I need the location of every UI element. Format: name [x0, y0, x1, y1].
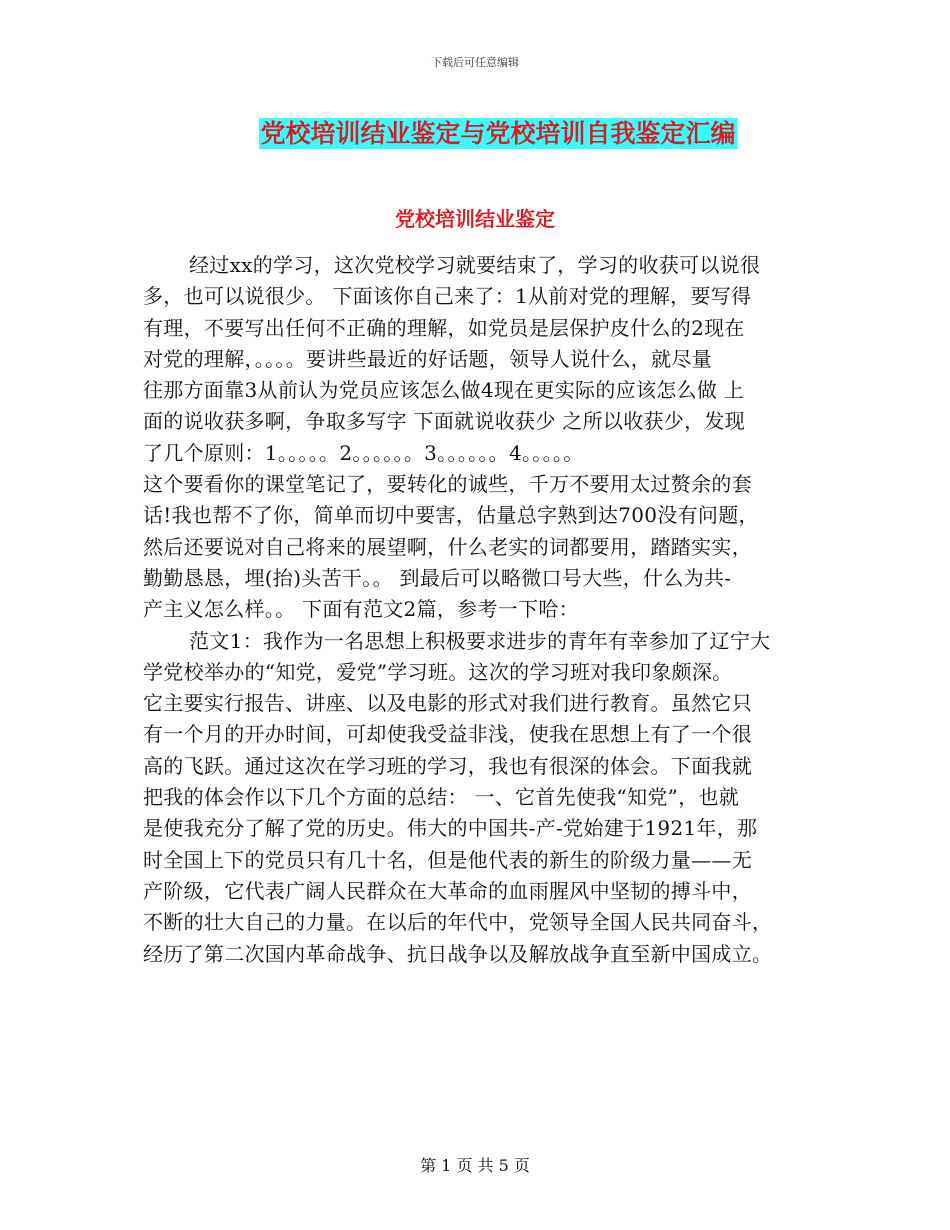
- text-line: 话!我也帮不了你，简单而切中要害，估量总字熟到达700没有问题，: [143, 503, 759, 528]
- document-title: [0, 114, 950, 150]
- text-line: 产主义怎么样。。 下面有范文2篇，参考一下哈：: [143, 597, 579, 622]
- text-line: 时全国上下的党员只有几十名，但是他代表的新生的阶级力量——无: [143, 847, 752, 872]
- paragraph: [143, 250, 818, 626]
- text-line: 范文1：我作为一名思想上积极要求进步的青年有幸参加了辽宁大: [189, 628, 771, 653]
- text-line: 有理，不要写出任何不正确的理解，如党员是层保护皮什么的2现在: [143, 315, 745, 340]
- body-text: [143, 250, 818, 970]
- page-footer: 第 1 页 共 5 页: [420, 1156, 530, 1175]
- text-line: 然后还要说对自己将来的展望啊，什么老实的词都要用，踏踏实实，: [143, 534, 752, 559]
- text-line: 学党校举办的“知党，爱党”学习班。这次的学习班对我印象颇深。: [143, 659, 733, 684]
- text-line: 经过xx的学习，这次党校学习就要结束了，学习的收获可以说很: [189, 253, 761, 277]
- text-line: 把我的体会作以下几个方面的总结： 一、它首先使我“知党”，也就: [143, 785, 740, 810]
- text-line: 高的飞跃。通过这次在学习班的学习，我也有很深的体会。下面我就: [143, 753, 752, 778]
- text-line: 这个要看你的课堂笔记了，要转化的诚些，千万不要用太过赘余的套: [143, 472, 752, 497]
- text-line: 勤勤恳恳，埋(抬)头苦干。。 到最后可以略微口号大些，什么为共-: [143, 565, 732, 590]
- text-line: 产阶级，它代表广阔人民群众在大革命的血雨腥风中坚韧的搏斗中，: [143, 878, 752, 903]
- text-line: 往那方面靠3从前认为党员应该怎么做4现在更实际的应该怎么做 上: [143, 378, 745, 403]
- text-line: 多，也可以说很少。 下面该你自己来了：1从前对党的理解，要写得: [143, 284, 752, 309]
- text-line: 是使我充分了解了党的历史。伟大的中国共-产-党始建于1921年，那: [143, 816, 758, 841]
- section-title: 党校培训结业鉴定: [395, 207, 555, 231]
- text-line: 它主要实行报告、讲座、以及电影的形式对我们进行教育。虽然它只: [143, 691, 752, 716]
- paragraph: [143, 626, 818, 970]
- text-line: 有一个月的开办时间，可却使我受益非浅，使我在思想上有了一个很: [143, 722, 752, 747]
- text-line: 不断的壮大自己的力量。在以后的年代中，党领导全国人民共同奋斗，: [143, 910, 773, 935]
- document-title-text: 党校培训结业鉴定与党校培训自我鉴定汇编: [260, 119, 736, 148]
- text-line: 经历了第二次国内革命战争、抗日战争以及解放战争直至新中国成立。: [143, 941, 773, 966]
- text-line: 对党的理解，。。。。要讲些最近的好话题，领导人说什么，就尽量: [143, 346, 712, 371]
- header-note: 下载后可任意编辑: [431, 56, 519, 69]
- text-line: 面的说收获多啊，争取多写字 下面就说收获少 之所以收获少，发现: [143, 409, 746, 434]
- text-line: 了几个原则：1。。。。。2。。。。。。3。。。。。。4。。。。。: [143, 440, 584, 465]
